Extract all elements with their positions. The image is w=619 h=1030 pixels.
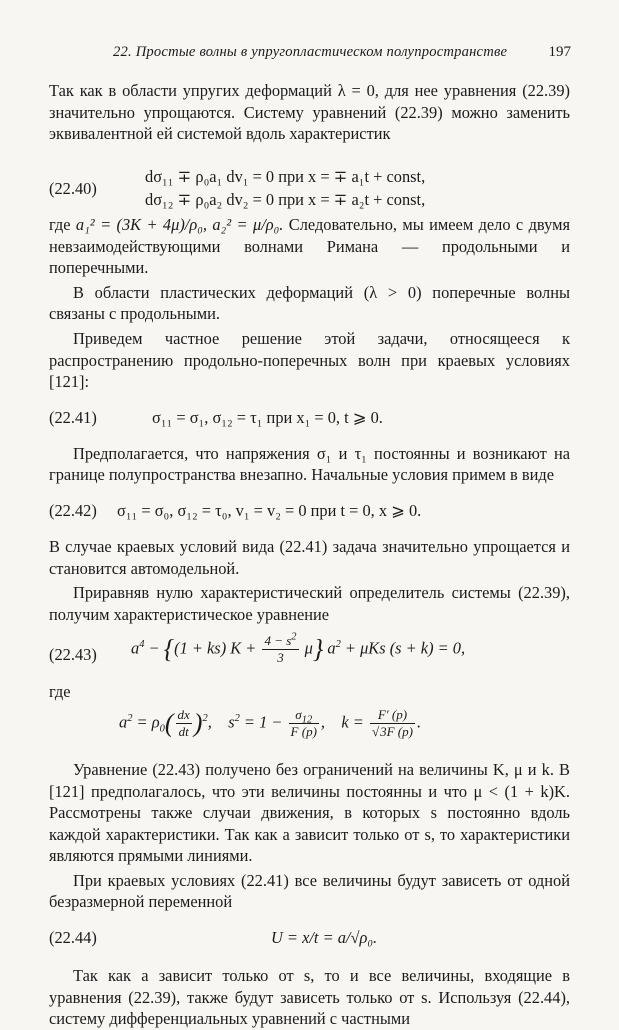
paragraph-boundary: При краевых условиях (22.41) все величины будут зависеть от одной безразмерной переменной	[49, 870, 570, 912]
paragraph-plastic: В области пластических деформаций (λ > 0) поперечные волны связаны с продольными.	[49, 282, 570, 324]
equation-22-43	[49, 629, 570, 679]
equation-formula: $a^4 - \{(1 + ks) K$ + $\frac{4 - s^2}{3}$ μ} $a^2 + \mu Ks$ (s + k) = 0,	[131, 631, 466, 666]
equation-number: (22.43)	[49, 645, 97, 665]
paragraph-conclusion: Так как a зависит только от s, то и все величины, входящие в уравнения (22.39), также будут зависеть только от s. Используя (22.44), систему дифференциальных уравнений с частными	[49, 966, 570, 1029]
paragraph-riemann-waves	[49, 214, 570, 279]
equation-line: σ₁₁ = σ₀, σ₁₂ = τ₀, v₁ = v₂ = 0 при t = 0, x ⩾ 0.	[117, 500, 422, 520]
paragraph-equation-remarks: Уравнение (22.43) получено без ограничений на величины K, μ и k. В [121] предполагалось, что эти величины постоянны и что μ < (1 + k)K. Рассмотрены также случаи движения, в которых s постоянно вдоль каждой характеристики. Так как a зависит только от s, то характеристики являются прямыми линиями.	[49, 759, 570, 866]
page-header	[0, 42, 619, 64]
equation-22-41	[49, 399, 570, 439]
equation-line: σ₁₁ = σ₁, σ₁₂ = τ₁ при x₁ = 0, t ⩾ 0.	[152, 407, 383, 427]
page-body	[49, 80, 570, 1030]
equation-line: dσ₁₁ ∓ ρ₀a₁ dv₁ = 0 при x = ∓ a₁t + const,	[145, 167, 426, 186]
equation-definitions	[49, 703, 570, 751]
paragraph-self-similar: В случае краевых условий вида (22.41) задача значительно упрощается и становится автомодельной.	[49, 536, 570, 578]
equation-line: U = x/t = a/√ρ₀.	[271, 928, 378, 948]
paragraph-characteristic: Приравняв нулю характеристический определитель системы (22.39), получим характеристическое уравнение	[49, 583, 570, 624]
running-title: 22. Простые волны в упругопластическом полупространстве	[113, 44, 508, 60]
paragraph-particular-solution: Приведем частное решение этой задачи, относящееся к распространению продольно-поперечных волн при краевых условиях [121]:	[49, 328, 570, 392]
equation-number: (22.44)	[49, 928, 97, 948]
paragraph-assumption: Предполагается, что напряжения σ₁ и τ₁ постоянны и возникают на границе полупространства внезапно. Начальные условия примем в виде	[49, 443, 570, 485]
equation-22-40	[49, 166, 570, 212]
text-fragment: где	[49, 215, 71, 234]
equation-number: (22.40)	[49, 179, 97, 198]
paragraph-where: где	[49, 682, 71, 702]
equation-line: dσ₁₂ ∓ ρ₀a₂ dv₂ = 0 при x = ∓ a₂t + const,	[145, 190, 426, 209]
equation-number: (22.41)	[49, 407, 97, 427]
paragraph-intro: Так как в области упругих деформаций λ = 0, для нее уравнения (22.39) значительно упрощаются. Систему уравнений (22.39) можно заменить эквивалентной ей системой вдоль характеристик	[49, 81, 570, 144]
text-fragment: Следовательно, мы имеем дело с двумя невзаимодействующими волнами Римана — продольными и поперечными.	[49, 215, 570, 278]
equation-22-44	[49, 919, 570, 959]
page-number: 197	[548, 44, 571, 60]
inline-formula: a₁² = (3K + 4μ)/ρ₀, a₂² = μ/ρ₀.	[75, 215, 284, 234]
equation-formula: $a^2 = \rho_0$( $\frac{dx}{dt}$ )$^2$, $s^2 = 1$ − $\frac{\sigma_{12}}{F (p)}$ , k = $\frac{F' (p)}{√3F (p)}$ .	[119, 706, 422, 739]
equation-number: (22.42)	[49, 500, 97, 520]
equation-22-42	[49, 492, 570, 532]
